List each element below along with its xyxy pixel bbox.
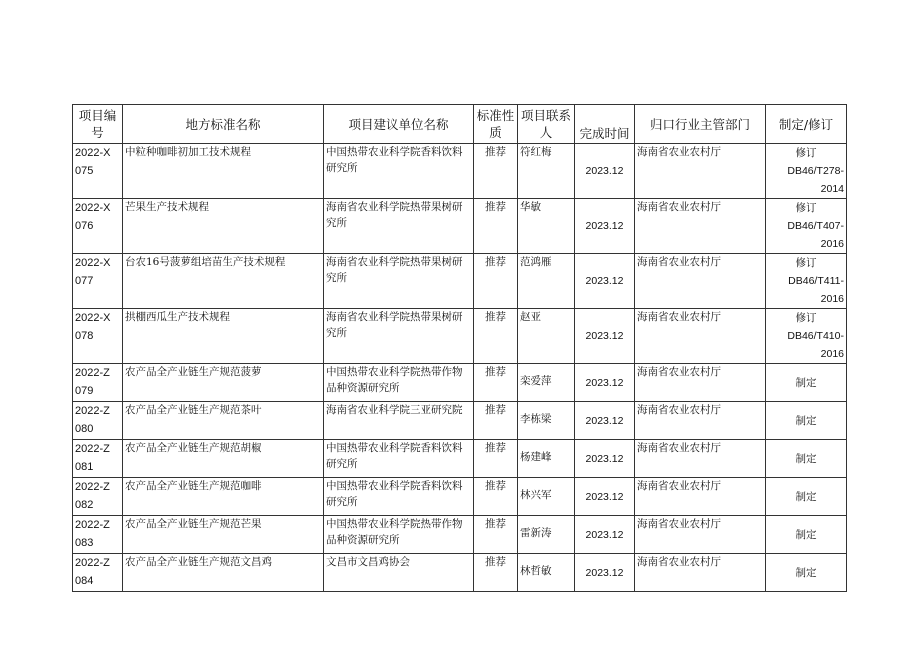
date-cell [575,199,635,254]
dept-cell [635,478,766,516]
table-row [73,309,847,364]
nature-cell [474,402,518,440]
header-org: 项目建议单位名称 [324,105,474,144]
nature-cell [474,478,518,516]
date-value: 2023.12 [585,330,624,342]
standard-code: DB46/T411-2016 [788,275,844,305]
name-cell [123,478,324,516]
org-cell [324,402,474,440]
date-cell [575,516,635,554]
nature-cell [474,144,518,199]
nature-cell [474,516,518,554]
code-prefix: 2022-X [75,147,111,159]
contact-cell [518,402,575,440]
dept-cell [635,199,766,254]
org-name: 中国热带农业科学院香料饮料研究所 [326,442,463,470]
date-cell [575,440,635,478]
org-name: 海南省农业科学院三亚研究院 [326,404,463,416]
code-prefix: 2022-Z [75,367,110,379]
table-row [73,478,847,516]
standard-name: 台农16号菠萝组培苗生产技术规程 [125,256,286,268]
dept-cell [635,402,766,440]
dept-cell [635,440,766,478]
contact-name: 李栋梁 [520,413,552,425]
code-prefix: 2022-Z [75,405,110,417]
code-cell [73,402,123,440]
code-prefix: 2022-X [75,312,111,324]
nature-value: 推荐 [485,311,506,323]
code-number: 083 [75,537,94,549]
type-value: 制定 [795,528,817,541]
nature-cell [474,254,518,309]
header-dept: 归口行业主管部门 [635,105,766,144]
contact-cell [518,478,575,516]
type-cell [766,254,847,309]
dept-name: 海南省农业农村厅 [637,311,721,323]
code-number: 078 [75,330,94,342]
org-name: 中国热带农业科学院香料饮料研究所 [326,480,463,508]
code-prefix: 2022-Z [75,481,110,493]
contact-cell [518,199,575,254]
code-number: 077 [75,275,94,287]
header-nature: 标准性质 [474,105,518,144]
standard-name: 农产品全产业链生产规范芒果 [125,518,262,530]
org-cell [324,364,474,402]
code-prefix: 2022-X [75,257,111,269]
type-value: 制定 [795,376,817,389]
header-name: 地方标准名称 [123,105,324,144]
nature-cell [474,199,518,254]
code-number: 075 [75,165,94,177]
table-row [73,554,847,592]
dept-name: 海南省农业农村厅 [637,556,721,568]
table-row [73,440,847,478]
standard-code: DB46/T407-2016 [787,220,844,250]
standard-name: 拱棚西瓜生产技术规程 [125,311,230,323]
org-cell [324,440,474,478]
contact-name: 雷新涛 [520,527,552,539]
contact-name: 符红梅 [520,146,552,158]
nature-value: 推荐 [485,404,506,416]
code-number: 080 [75,423,94,435]
name-cell [123,554,324,592]
nature-cell [474,554,518,592]
org-cell [324,516,474,554]
org-name: 海南省农业科学院热带果树研究所 [326,256,463,284]
date-value: 2023.12 [585,275,624,287]
org-name: 中国热带农业科学院热带作物品种资源研究所 [326,518,463,546]
table-row [73,516,847,554]
date-cell [575,554,635,592]
code-number: 081 [75,461,94,473]
type-value: 制定 [795,414,817,427]
org-cell [324,254,474,309]
date-value: 2023.12 [585,452,624,465]
org-cell [324,478,474,516]
header-code: 项目编号 [73,105,123,144]
type-cell [766,309,847,364]
date-value: 2023.12 [585,490,624,503]
nature-cell [474,309,518,364]
table-row [73,254,847,309]
code-number: 084 [75,575,94,587]
type-cell [766,440,847,478]
standard-name: 农产品全产业链生产规范茶叶 [125,404,262,416]
type-cell [766,199,847,254]
date-value: 2023.12 [585,376,624,389]
name-cell [123,402,324,440]
nature-value: 推荐 [485,442,506,454]
code-prefix: 2022-X [75,202,111,214]
dept-name: 海南省农业农村厅 [637,442,721,454]
nature-cell [474,364,518,402]
date-cell [575,402,635,440]
dept-name: 海南省农业农村厅 [637,480,721,492]
code-prefix: 2022-Z [75,557,110,569]
standard-name: 农产品全产业链生产规范菠萝 [125,366,262,378]
org-cell [324,199,474,254]
contact-name: 林兴军 [520,489,552,501]
standards-table [72,104,847,592]
org-name: 中国热带农业科学院香料饮料研究所 [326,146,463,174]
dept-name: 海南省农业农村厅 [637,201,721,213]
nature-value: 推荐 [485,480,506,492]
code-cell [73,254,123,309]
type-value: 制定 [795,452,817,465]
standard-code: DB46/T410-2016 [787,330,844,360]
nature-value: 推荐 [485,146,506,158]
code-cell [73,478,123,516]
code-prefix: 2022-Z [75,443,110,455]
date-cell [575,364,635,402]
date-value: 2023.12 [585,220,624,232]
contact-name: 范鸿雁 [520,256,552,268]
contact-cell [518,440,575,478]
type-cell [766,364,847,402]
contact-cell [518,144,575,199]
org-name: 海南省农业科学院热带果树研究所 [326,311,463,339]
code-number: 079 [75,385,94,397]
dept-name: 海南省农业农村厅 [637,366,721,378]
org-name: 中国热带农业科学院热带作物品种资源研究所 [326,366,463,394]
org-cell [324,554,474,592]
contact-name: 栾爱萍 [520,375,552,387]
org-name: 文昌市文昌鸡协会 [326,556,410,568]
code-cell [73,144,123,199]
contact-cell [518,554,575,592]
contact-cell [518,254,575,309]
org-cell [324,144,474,199]
org-name: 海南省农业科学院热带果树研究所 [326,201,463,229]
standard-name: 农产品全产业链生产规范胡椒 [125,442,262,454]
contact-cell [518,516,575,554]
date-cell [575,309,635,364]
dept-cell [635,516,766,554]
org-cell [324,309,474,364]
type-cell [766,478,847,516]
standard-name: 中粒种咖啡初加工技术规程 [125,146,251,158]
date-value: 2023.12 [585,528,624,541]
nature-value: 推荐 [485,201,506,213]
dept-name: 海南省农业农村厅 [637,256,721,268]
type-cell [766,554,847,592]
table-row [73,144,847,199]
contact-name: 赵亚 [520,311,541,323]
dept-cell [635,254,766,309]
dept-cell [635,144,766,199]
table-row [73,199,847,254]
nature-value: 推荐 [485,256,506,268]
name-cell [123,254,324,309]
type-value: 修订 [795,147,817,159]
date-cell [575,144,635,199]
code-cell [73,309,123,364]
date-cell [575,478,635,516]
contact-name: 林哲敏 [520,565,552,577]
contact-name: 杨建峰 [520,451,552,463]
code-cell [73,364,123,402]
type-value: 修订 [795,202,817,214]
code-number: 082 [75,499,94,511]
dept-cell [635,364,766,402]
name-cell [123,364,324,402]
header-type: 制定/修订 [766,105,847,144]
type-value: 修订 [795,312,817,324]
date-value: 2023.12 [585,566,624,579]
table-row [73,402,847,440]
nature-value: 推荐 [485,366,506,378]
header-date: 完成时间 [575,105,635,144]
date-cell [575,254,635,309]
dept-cell [635,554,766,592]
date-value: 2023.12 [585,414,624,427]
code-prefix: 2022-Z [75,519,110,531]
name-cell [123,199,324,254]
type-cell [766,144,847,199]
name-cell [123,309,324,364]
code-cell [73,199,123,254]
code-number: 076 [75,220,94,232]
code-cell [73,554,123,592]
header-contact: 项目联系人 [518,105,575,144]
type-cell [766,516,847,554]
name-cell [123,144,324,199]
nature-cell [474,440,518,478]
table-row [73,364,847,402]
dept-name: 海南省农业农村厅 [637,518,721,530]
standard-name: 芒果生产技术规程 [125,201,209,213]
contact-name: 华敏 [520,201,541,213]
type-value: 制定 [795,566,817,579]
type-value: 修订 [795,257,817,269]
name-cell [123,516,324,554]
dept-name: 海南省农业农村厅 [637,146,721,158]
code-cell [73,440,123,478]
standard-name: 农产品全产业链生产规范文昌鸡 [125,556,272,568]
type-cell [766,402,847,440]
contact-cell [518,309,575,364]
type-value: 制定 [795,490,817,503]
header-row [73,105,847,144]
standard-code: DB46/T278-2014 [787,165,844,195]
name-cell [123,440,324,478]
nature-value: 推荐 [485,556,506,568]
contact-cell [518,364,575,402]
nature-value: 推荐 [485,518,506,530]
date-value: 2023.12 [585,165,624,177]
standard-name: 农产品全产业链生产规范咖啡 [125,480,262,492]
dept-name: 海南省农业农村厅 [637,404,721,416]
dept-cell [635,309,766,364]
code-cell [73,516,123,554]
